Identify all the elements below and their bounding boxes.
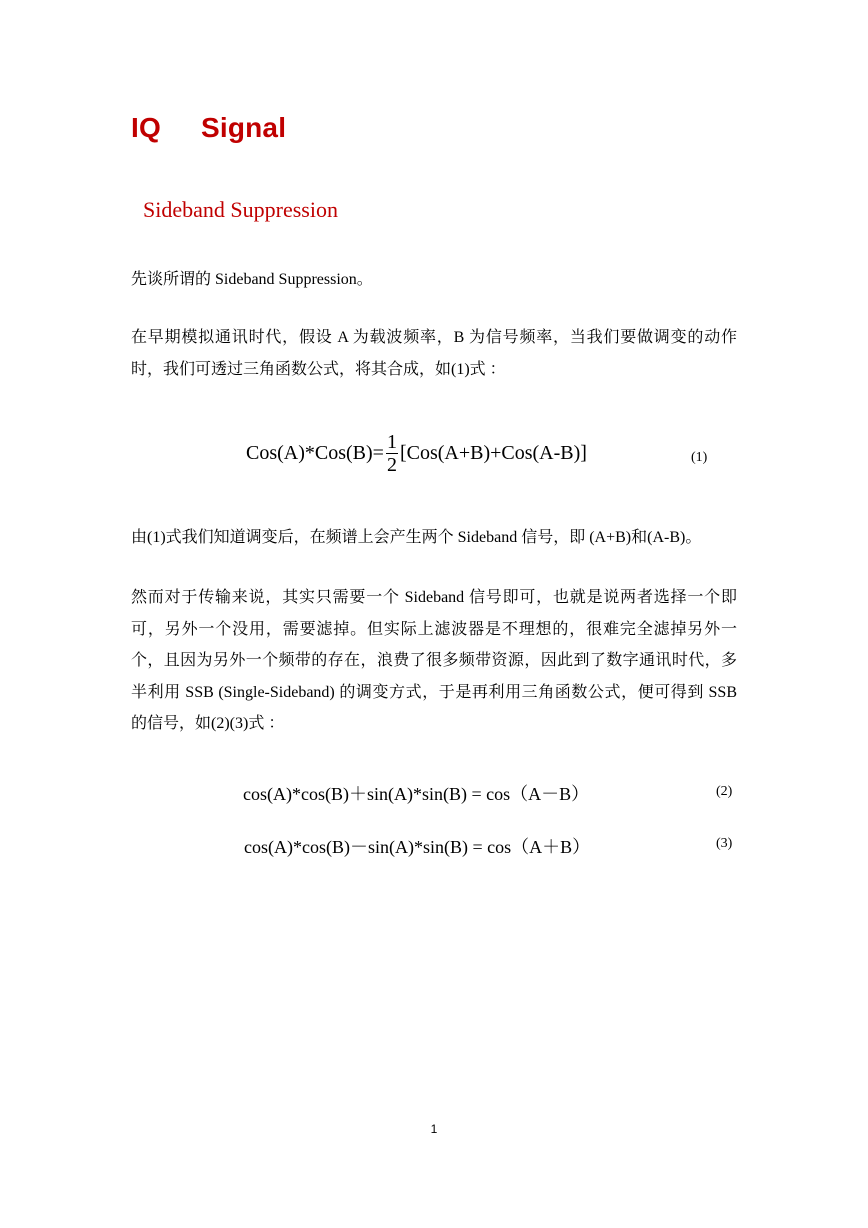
equation-2-number: (2) [716, 784, 733, 799]
section-heading: Sideband Suppression [143, 197, 338, 222]
equation-1-fraction [386, 431, 398, 476]
paragraph-sidebands: 由(1)式我们知道调变后，在频谱上会产生两个 Sideband 信号，即 (A+B)和(A-B)。 [131, 529, 702, 546]
equation-3-number: (3) [716, 836, 733, 851]
paragraph-ssb: 然而对于传输来说，其实只需要一个 Sideband 信号即可，也就是说两者选择一个即可，另外一个没用，需要滤掉。但实际上滤波器是不理想的，很难完全滤掉另外一个，且因为另外一个频带的存在，浪费了很多频带资源，因此到了数字通讯时代，多半利用 SSB (Single-Sideband) 的调变方式，于是再利用三角函数公式，便可得到 SSB 的信号，如(2)(3)式 ： [131, 589, 737, 732]
equation-3: cos(A)*cos(B)－sin(A)*sin(B) = cos（A＋B） [244, 837, 591, 857]
equation-1-left: Cos(A)*Cos(B)= [246, 441, 384, 464]
equation-1 [246, 423, 587, 483]
fraction-denominator: 2 [386, 453, 397, 476]
page-number: 1 [430, 1122, 438, 1136]
title-word-iq: IQ [131, 112, 161, 143]
fraction-numerator: 1 [386, 430, 397, 453]
paragraph-intro: 先谈所谓的 Sideband Suppression。 [131, 271, 373, 288]
page-title [131, 112, 286, 144]
equation-2: cos(A)*cos(B)＋sin(A)*sin(B) = cos（A－B） [243, 784, 590, 804]
equation-1-number: (1) [691, 450, 708, 465]
title-word-signal: Signal [200, 112, 287, 143]
equation-1-right: [Cos(A+B)+Cos(A-B)] [399, 441, 587, 464]
paragraph-modulation: 在早期模拟通讯时代，假设 A 为载波频率，B 为信号频率，当我们要做调变的动作时，我们可透过三角函数公式，将其合成，如(1)式 ： [131, 329, 737, 378]
